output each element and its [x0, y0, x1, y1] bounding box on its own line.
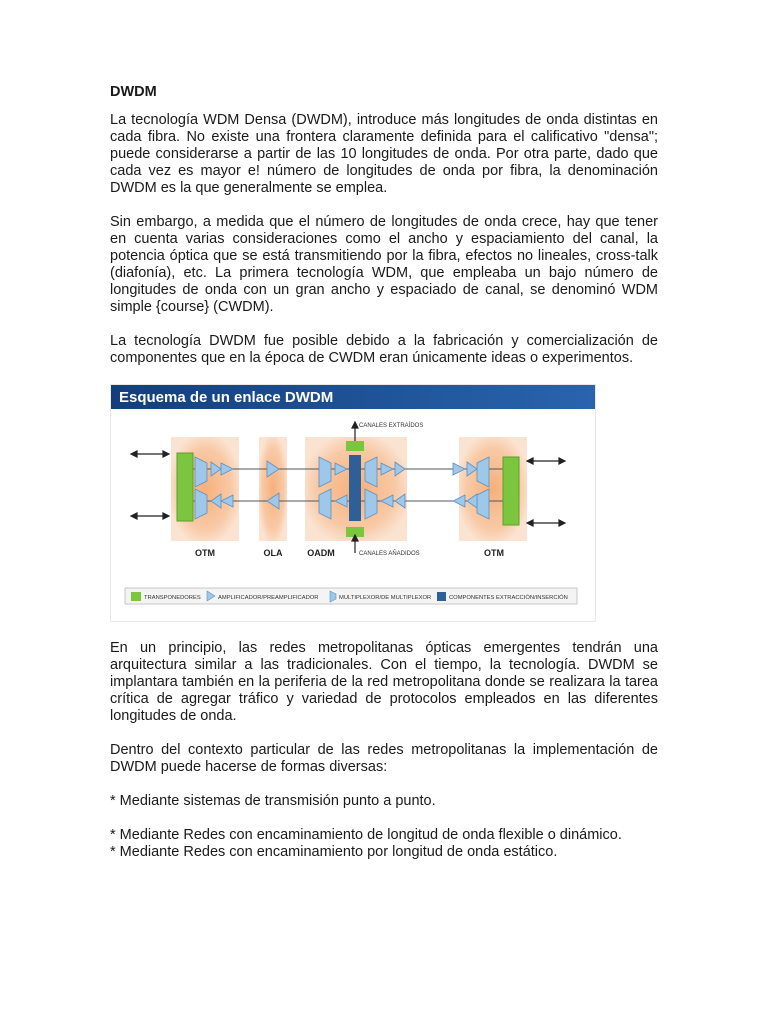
- legend-label-amplifier: AMPLIFICADOR/PREAMPLIFICADOR: [218, 595, 319, 601]
- node-label-oadm: OADM: [307, 548, 335, 558]
- list-item-static-routing: * Mediante Redes con encaminamiento por longitud de onda estático.: [110, 844, 558, 860]
- node-label-ola: OLA: [263, 548, 283, 558]
- client-arrows-left: [131, 451, 169, 519]
- node-label-otm-right: OTM: [484, 548, 504, 558]
- paragraph-implementation: Dentro del contexto particular de las redes metropolitanas la implementación de DWDM puede hacerse de formas diversas:: [110, 742, 658, 775]
- oadm-component: [349, 455, 361, 521]
- label-added-channels: CANALES AÑADIDOS: [359, 551, 420, 557]
- node-label-otm-left: OTM: [195, 548, 215, 558]
- document-page: [110, 84, 658, 878]
- dwdm-diagram-figure: [110, 384, 596, 622]
- dwdm-diagram: [111, 385, 595, 621]
- paragraph-considerations: Sin embargo, a medida que el número de longitudes de onda crece, hay que tener en cuenta varias consideraciones como el ancho y espaciamiento del canal, la potencia óptica que se está transmitiendo por la fibra, efectos no lineales, cross-talk (diafonía), etc. La primera tecnología WDM, que empleaba un bajo número de longitudes de onda con un gran ancho y espaciado de canal, se denominó WDM simple {course} (CWDM).: [110, 214, 658, 315]
- label-dropped-channels: CANALES EXTRAÍDOS: [359, 423, 424, 429]
- diagram-title: Esquema de un enlace DWDM: [119, 389, 334, 406]
- paragraph-dwdm-origin: La tecnología DWDM fue posible debido a la fabricación y comercialización de componentes que en la época de CWDM eran únicamente ideas o experimentos.: [110, 333, 658, 366]
- document-heading: DWDM: [110, 84, 157, 100]
- legend-swatch-transponder: [131, 592, 141, 601]
- list-item-point-to-point: * Mediante sistemas de transmisión punto a punto.: [110, 793, 436, 809]
- legend-label-multiplexer: MULTIPLEXOR/DE MULTIPLEXOR: [339, 595, 432, 601]
- legend-swatch-oadm-component: [437, 592, 446, 601]
- transponder-right: [503, 457, 519, 525]
- paragraph-metro-networks: En un principio, las redes metropolitanas ópticas emergentes tendrán una arquitectura similar a las tradicionales. Con el tiempo, la tecnología. DWDM se implantara también en la periferia de la red metropolitana donde se realizara la tarea crítica de agregar tráfico y variedad de protocolos empleados en las diferentes longitudes de onda.: [110, 640, 658, 724]
- list-item-dynamic-routing: * Mediante Redes con encaminamiento de longitud de onda flexible o dinámico.: [110, 827, 622, 843]
- client-arrows-right: [527, 458, 565, 526]
- transponder-left: [177, 453, 193, 521]
- legend-label-transponder: TRANSPONEDORES: [144, 595, 201, 601]
- legend-label-oadm-component: COMPONENTES EXTRACCIÓN/INSERCIÓN: [449, 595, 568, 601]
- paragraph-intro: La tecnología WDM Densa (DWDM), introduce más longitudes de onda distintas en cada fibra. No existe una frontera claramente definida para el calificativo "densa"; puede considerarse a partir de las 10 longitudes de onda. Por otra parte, dado que cada vez es mayor e! número de longitudes de onda por fibra, la denominación DWDM es la que generalmente se emplea.: [110, 112, 658, 196]
- node-box-ola: [259, 437, 287, 541]
- oadm-drop-transponder: [346, 441, 364, 451]
